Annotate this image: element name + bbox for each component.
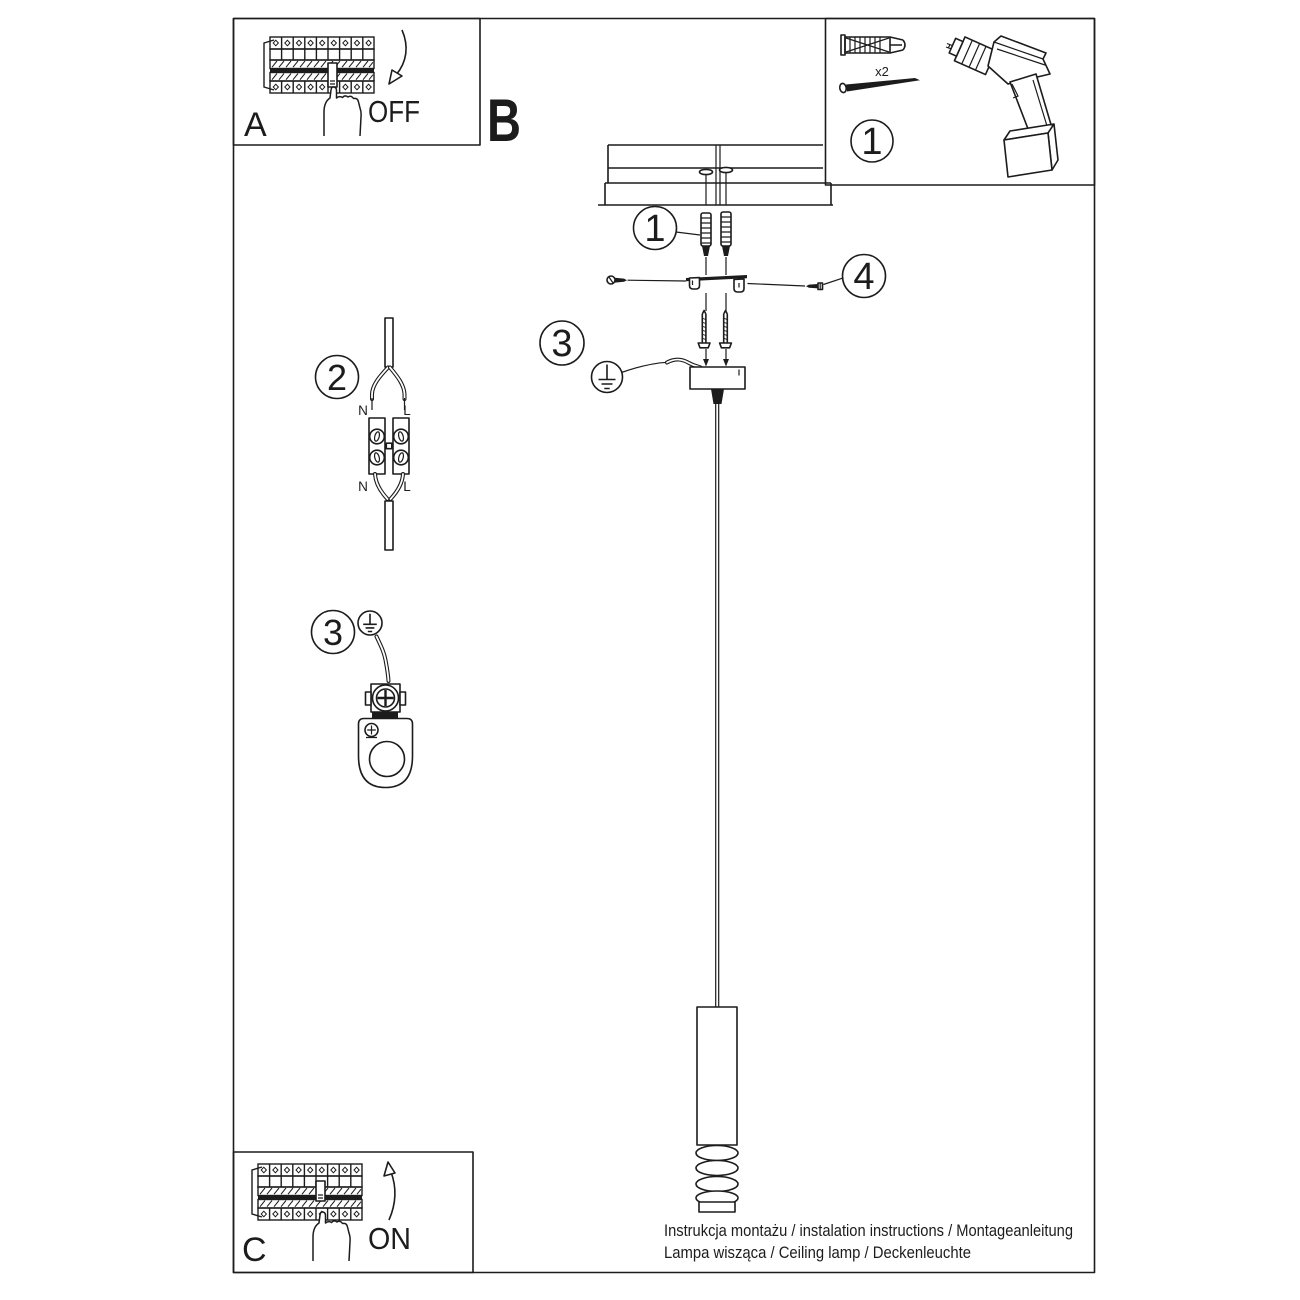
wall-anchor [721, 212, 731, 256]
pendant-cable [716, 404, 719, 1007]
ground-symbol-icon [358, 611, 382, 635]
mounting-screw [720, 311, 732, 348]
footer-line-2: Lampa wisząca / Ceiling lamp / Deckenleuchte [664, 1244, 971, 1262]
bracket-screw [607, 276, 627, 284]
spring-coil [696, 1161, 738, 1176]
wiring-detail [316, 318, 412, 550]
section-a-label: A [244, 106, 267, 144]
spring-coil [696, 1177, 738, 1192]
arrow-up-icon [384, 1162, 395, 1220]
shade-end-cap [699, 1202, 735, 1212]
wall-anchor [701, 213, 711, 256]
hand-press-icon [324, 87, 361, 136]
drill-hole [720, 167, 733, 172]
neutral-label: N [358, 403, 368, 418]
live-label: L [403, 403, 411, 418]
callout-bracket-screws: 4 [853, 256, 875, 298]
breaker-panel-icon [264, 37, 374, 93]
mains-cable [385, 318, 393, 367]
breaker-panel-icon [252, 1164, 362, 1220]
section-c-label: C [242, 1231, 267, 1269]
shade-cylinder [697, 1007, 737, 1145]
screw-icon [839, 78, 920, 93]
assembly-diagram [540, 145, 886, 1212]
hand-press-icon [313, 1212, 350, 1261]
section-b-label: B [487, 87, 521, 154]
callout-ground-canopy: 3 [551, 323, 573, 365]
on-label: ON [368, 1221, 411, 1256]
ceiling-cross-section [598, 145, 833, 205]
mounting-screw [698, 311, 710, 348]
arrow-down-icon [389, 30, 406, 84]
bracket-clip [690, 278, 700, 289]
page-border [234, 19, 1095, 1273]
power-on-step-box [234, 1152, 474, 1273]
grounding-detail [312, 611, 413, 788]
drill-hole [700, 169, 713, 174]
spring-coil [696, 1146, 738, 1161]
canopy-bracket [359, 719, 413, 788]
callout-wiring: 2 [326, 357, 348, 398]
off-label: OFF [368, 94, 420, 129]
lamp-shade [696, 1007, 738, 1212]
footer-caption [664, 1222, 1073, 1262]
lamp-cable [385, 501, 393, 550]
mounting-bracket [686, 275, 747, 292]
bracket-screw [806, 283, 823, 290]
callout-ground-detail: 3 [322, 612, 344, 653]
ground-wire [377, 637, 389, 682]
wall-plug-icon [841, 35, 905, 55]
terminal-block [369, 418, 409, 474]
live-label: L [403, 479, 411, 494]
required-parts-box [826, 19, 1095, 186]
footer-line-1: Instrukcja montażu / instalation instructions / Montageanleitung [664, 1222, 1073, 1240]
ceiling-canopy [690, 367, 745, 389]
earth-terminal [366, 684, 406, 719]
ground-symbol-icon [592, 362, 623, 393]
anchor-quantity-label: x2 [875, 64, 889, 79]
parts-step-number: 1 [861, 121, 883, 163]
cord-grip [711, 389, 724, 404]
callout-anchors: 1 [644, 208, 666, 250]
neutral-label: N [358, 479, 368, 494]
drill-icon [946, 34, 1058, 177]
power-off-step-box [234, 19, 481, 146]
